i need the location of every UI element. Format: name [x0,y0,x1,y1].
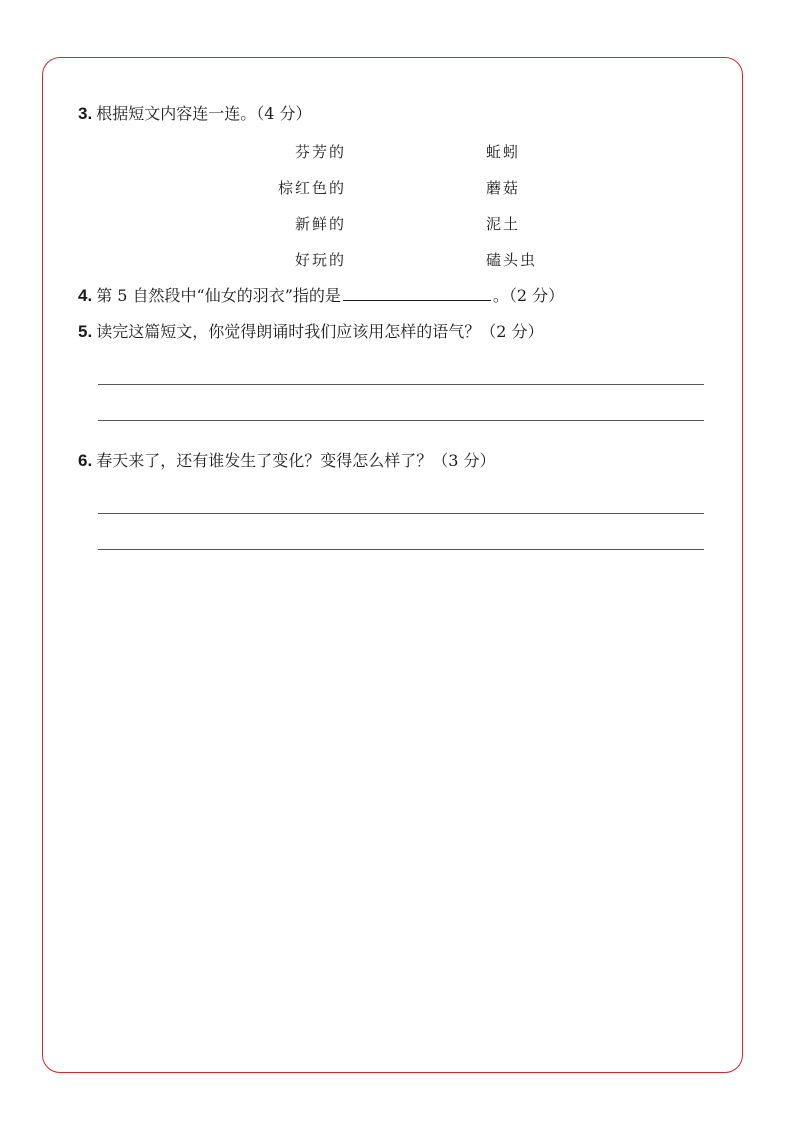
answer-line[interactable] [98,513,704,514]
question-6 [78,451,495,471]
question-4 [78,285,564,306]
answer-line[interactable] [98,384,704,385]
question-5-text: 读完这篇短文，你觉得朗诵时我们应该用怎样的语气？（2 分） [96,322,544,341]
answer-line[interactable] [98,420,704,421]
question-3-text: 根据短文内容连一连。（4 分） [96,104,312,123]
match-right-item[interactable]: 泥土 [486,215,521,233]
question-5 [78,322,543,342]
match-left-item[interactable]: 新鲜的 [294,215,346,233]
page-frame [42,57,743,1073]
match-left-item[interactable]: 好玩的 [294,251,346,269]
match-left-item[interactable]: 棕红色的 [277,179,346,197]
question-4-text-after: 。（2 分） [492,286,565,305]
match-left-item[interactable]: 芬芳的 [294,143,346,161]
question-4-text-before: 第 5 自然段中“仙女的羽衣”指的是 [96,286,341,305]
question-4-number: 4. [78,286,93,305]
answer-line[interactable] [98,549,704,550]
match-right-item[interactable]: 蚯蚓 [486,143,521,161]
question-3-number: 3. [78,104,93,123]
match-right-item[interactable]: 蘑菇 [486,179,521,197]
question-6-text: 春天来了，还有谁发生了变化？变得怎么样了？（3 分） [96,451,496,470]
question-6-number: 6. [78,451,93,470]
match-right-item[interactable]: 磕头虫 [486,251,538,269]
question-3 [78,104,311,124]
question-5-number: 5. [78,322,93,341]
answer-blank[interactable] [343,285,491,301]
